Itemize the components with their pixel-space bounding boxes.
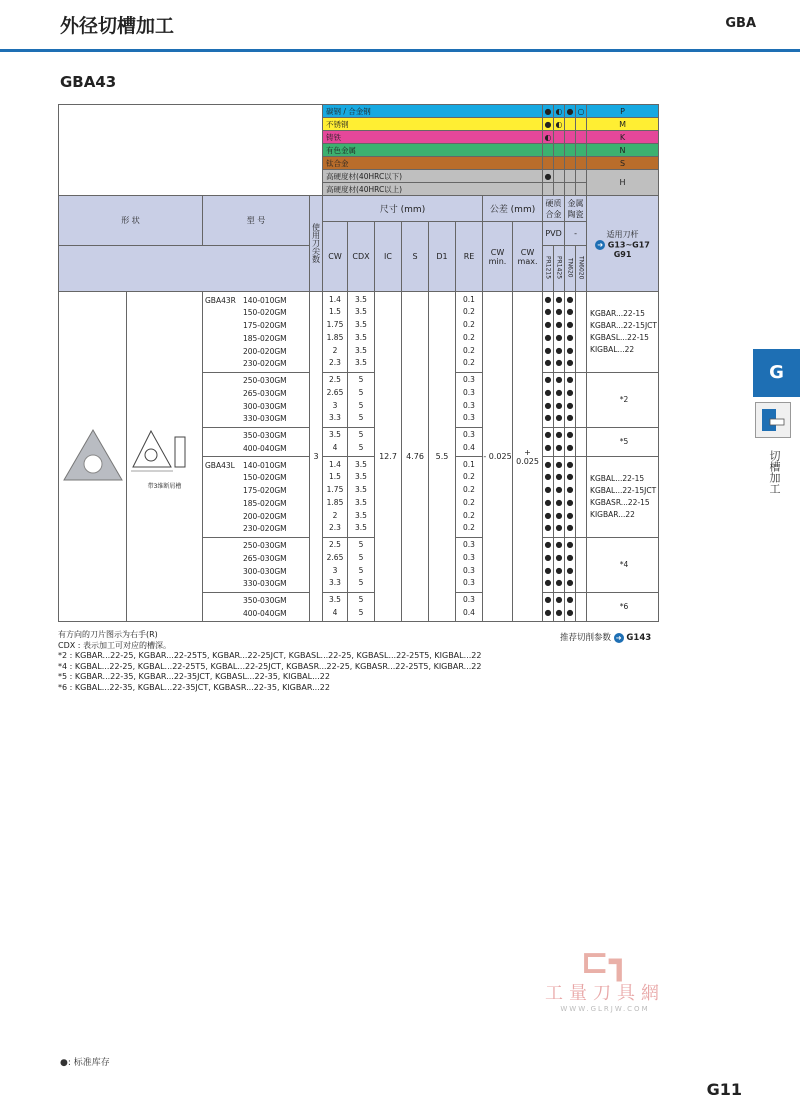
material-label: 高硬度材(40HRC以下) [323,170,543,183]
arrow-icon: ➜ [595,240,605,250]
header-rule [0,49,800,52]
note: *4 : KGBAL...22-25, KGBAL...22-25T5, KGBAL...22-25JCT, KGBASR...22-25, KGBASR...22-25T5, KIGBAR...22 [58,661,482,671]
model-header: 型 号 [203,196,310,246]
note: CDX : 表示加工可对应的槽深。 [58,640,172,650]
model-cell: 350-030GM 400-040GM [203,427,310,457]
dash-header: - [565,222,587,246]
grooving-icon [755,402,791,438]
re-cell: 0.3 0.3 0.3 0.3 [456,537,483,592]
stock-dots [576,372,587,427]
model-cell: 250-030GM 265-030GM 300-030GM 330-030GM [203,372,310,427]
cdx-cell: 3.5 3.5 3.5 3.5 3.5 3.5 [348,457,375,538]
stock-dots: ● ● [565,592,576,622]
edges-value: 3 [310,292,323,622]
cdx-cell: 5 5 [348,427,375,457]
iso-code: S [587,157,659,170]
cw-cell: 2.5 2.65 3 3.3 [323,537,348,592]
page-number: G11 [706,1080,742,1099]
holder-cell: KGBAL...22-15 KGBAL...22-15JCT KGBASR...22-15 KIGBAR...22 [587,457,659,538]
watermark: ⊏┓ 工量刀具網 WWW.GLRJW.COM [535,945,675,1013]
stock-dots: ● ● ● ● ● ● [543,457,554,538]
stock-dots: ● ● ● ● ● ● [565,457,576,538]
holder-cell: KGBAR...22-15 KGBAR...22-15JCT KGBASL...22-15 KIGBAL...22 [587,292,659,373]
cdx-cell: 5 5 5 5 [348,537,375,592]
holder-header: 适用刀杆 ➜ G13~G17 G91 [587,196,659,292]
holder-cell: *5 [587,427,659,457]
material-mark [576,170,587,183]
pvd-header: PVD [543,222,565,246]
note: 有方向的刀片图示为右手(R) [58,630,158,639]
header-code: GBA [725,16,756,31]
re-cell: 0.1 0.2 0.2 0.2 0.2 0.2 [456,292,483,373]
model-cell: 250-030GM 265-030GM 300-030GM 330-030GM [203,537,310,592]
arrow-icon: ➜ [614,633,624,643]
d1-value: 5.5 [429,292,456,622]
material-mark [565,118,576,131]
col-ic: IC [375,222,402,292]
page-header [0,0,800,50]
material-mark [554,170,565,183]
material-label: 高硬度材(40HRC以上) [323,183,543,196]
insert-drawing: 带3维断屑槽 [127,292,203,622]
cdx-cell: 3.5 3.5 3.5 3.5 3.5 3.5 [348,292,375,373]
watermark-logo-icon: ⊏┓ [580,942,630,982]
material-mark [576,131,587,144]
material-mark: ◐ [543,131,554,144]
material-label: 不锈钢 [323,118,543,131]
grade-tn6020: TN6020 [576,246,587,292]
material-label: 碳钢 / 合金钢 [323,105,543,118]
edges-header: 使用刀尖数 [310,196,323,292]
stock-dots: ● ● ● ● ● ● [554,292,565,373]
col-cdx: CDX [348,222,375,292]
material-label: 有色金属 [323,144,543,157]
stock-dots [576,537,587,592]
stock-legend: ●: 标准库存 [60,1058,110,1068]
cw-cell: 1.4 1.5 1.75 1.85 2 2.3 [323,292,348,373]
re-cell: 0.1 0.2 0.2 0.2 0.2 0.2 [456,457,483,538]
material-mark: ● [543,118,554,131]
notes [58,630,481,693]
col-cw-min: CW min. [483,222,513,292]
material-mark: ◐ [554,118,565,131]
material-mark [554,131,565,144]
material-mark [565,157,576,170]
material-blank [59,105,323,196]
material-mark [543,183,554,196]
stock-dots: ● ● ● ● ● ● [543,292,554,373]
re-cell: 0.3 0.4 [456,592,483,622]
material-mark [554,183,565,196]
material-mark [576,118,587,131]
cdx-cell: 5 5 [348,592,375,622]
iso-code: H [587,170,659,196]
cw-cell: 1.4 1.5 1.75 1.85 2 2.3 [323,457,348,538]
note: *5 : KGBAR...22-35, KGBAR...22-35JCT, KGBASL...22-35, KIGBAL...22 [58,672,330,681]
cw-min-value: - 0.025 [483,292,513,622]
model-cell: GBA43R 140-010GM 150-020GM 175-020GM 185-020GM 200-020GM 230-020GM [203,292,310,373]
insert-photo [59,292,127,622]
cw-cell: 2.5 2.65 3 3.3 [323,372,348,427]
material-mark [554,144,565,157]
holder-cell: *4 [587,537,659,592]
model-cell: GBA43L 140-010GM 150-020GM 175-020GM 185-020GM 200-020GM 230-020GM [203,457,310,538]
stock-dots: ● ● [543,427,554,457]
stock-dots: ● ● ● ● ● ● [565,292,576,373]
material-mark [565,183,576,196]
iso-code: K [587,131,659,144]
iso-code: M [587,118,659,131]
product-title: GBA43 [60,73,117,91]
material-mark: ● [543,105,554,118]
material-mark [543,157,554,170]
shape-header: 形 状 [59,196,203,246]
header-blank [59,246,310,292]
stock-dots: ● ● ● ● [554,372,565,427]
stock-dots [576,427,587,457]
material-mark: ○ [576,105,587,118]
material-mark [565,144,576,157]
side-label: 切槽加工 [768,450,781,494]
material-mark [554,157,565,170]
grade-pr1425: PR1425 [554,246,565,292]
material-mark [576,157,587,170]
material-mark [565,170,576,183]
grade-tn620: TN620 [565,246,576,292]
material-mark [576,144,587,157]
material-mark: ◐ [554,105,565,118]
stock-dots [576,292,587,373]
stock-dots: ● ● [543,592,554,622]
col-s: S [402,222,429,292]
cw-cell: 3.5 4 [323,427,348,457]
cermet-header: 金属陶瓷 [565,196,587,222]
material-mark: ● [565,105,576,118]
side-tab-g[interactable]: G [753,349,800,397]
iso-code: N [587,144,659,157]
material-mark [565,131,576,144]
holder-cell: *6 [587,592,659,622]
material-label: 铸铁 [323,131,543,144]
re-cell: 0.3 0.3 0.3 0.3 [456,372,483,427]
stock-dots: ● ● ● ● [565,537,576,592]
material-mark [543,144,554,157]
cdx-cell: 5 5 5 5 [348,372,375,427]
cw-max-value: + 0.025 [513,292,543,622]
stock-dots: ● ● [565,427,576,457]
carbide-header: 硬质合金 [543,196,565,222]
material-label: 钛合金 [323,157,543,170]
size-header: 尺寸 (mm) [323,196,483,222]
page-title: 外径切槽加工 [60,15,175,37]
note: *2 : KGBAR...22-25, KGBAR...22-25T5, KGBAR...22-25JCT, KGBASL...22-25, KGBASL...22-25T5, KIGBAL...22 [58,651,482,660]
tolerance-header: 公差 (mm) [483,196,543,222]
material-mark: ● [543,170,554,183]
col-cw-max: CW max. [513,222,543,292]
stock-dots: ● ● ● ● [565,372,576,427]
col-cw: CW [323,222,348,292]
material-mark [576,183,587,196]
stock-dots: ● ● ● ● [554,537,565,592]
stock-dots: ● ● ● ● [543,372,554,427]
stock-dots: ● ● [554,427,565,457]
note: *6 : KGBAL...22-35, KGBAL...22-35JCT, KGBASR...22-35, KIGBAR...22 [58,682,330,692]
data-group-row [59,292,659,373]
s-value: 4.76 [402,292,429,622]
stock-dots [576,457,587,538]
col-d1: D1 [429,222,456,292]
col-re: RE [456,222,483,292]
recommend-ref: 推荐切削参数 ➜ G143 [560,633,652,643]
material-row [59,105,659,118]
stock-dots [576,592,587,622]
holder-cell: *2 [587,372,659,427]
stock-dots: ● ● ● ● [543,537,554,592]
grade-pr1215: PR1215 [543,246,554,292]
stock-dots: ● ● [554,592,565,622]
cw-cell: 3.5 4 [323,592,348,622]
spec-table [58,104,659,622]
iso-code: P [587,105,659,118]
model-cell: 350-030GM 400-040GM [203,592,310,622]
re-cell: 0.3 0.4 [456,427,483,457]
ic-value: 12.7 [375,292,402,622]
stock-dots: ● ● ● ● ● ● [554,457,565,538]
